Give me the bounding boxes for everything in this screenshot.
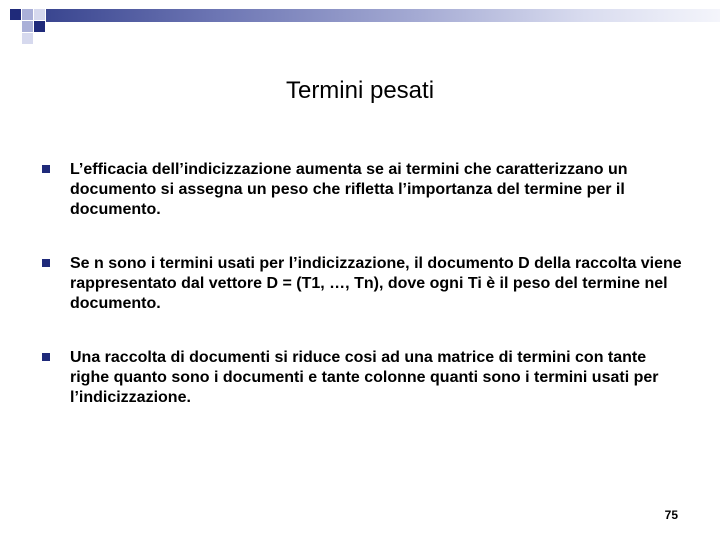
bullet-text: Se n sono i termini usati per l’indicizzazione, il documento D della raccolta viene rappresentato dal vettore D = (T1, …, Tn), dove ogni Ti è il peso del termine nel documento.: [70, 255, 682, 312]
header-gradient-bar: [46, 9, 720, 22]
bullet-item: [42, 254, 682, 314]
bullet-text: L’efficacia dell’indicizzazione aumenta se ai termini che caratterizzano un documento si assegna un peso che rifletta l’importanza del termine per il documento.: [70, 161, 628, 218]
square-bullet-icon: [42, 165, 50, 173]
bullet-text: Una raccolta di documenti si riduce cosi ad una matrice di termini con tante righe quanto sono i documenti e tante colonne quanti sono i termini usati per l’indicizzazione.: [70, 349, 659, 406]
square-bullet-icon: [42, 353, 50, 361]
square-bullet-icon: [42, 259, 50, 267]
decorative-square: [22, 21, 33, 32]
decorative-square: [22, 9, 33, 20]
decorative-square: [10, 9, 21, 20]
decorative-square: [34, 9, 45, 20]
bullet-item: [42, 348, 682, 408]
bullet-item: [42, 160, 682, 220]
decorative-square: [22, 33, 33, 44]
bullet-list: [42, 160, 682, 442]
page-number: 75: [664, 508, 678, 522]
slide-title: Termini pesati: [285, 77, 435, 104]
decorative-square: [34, 21, 45, 32]
